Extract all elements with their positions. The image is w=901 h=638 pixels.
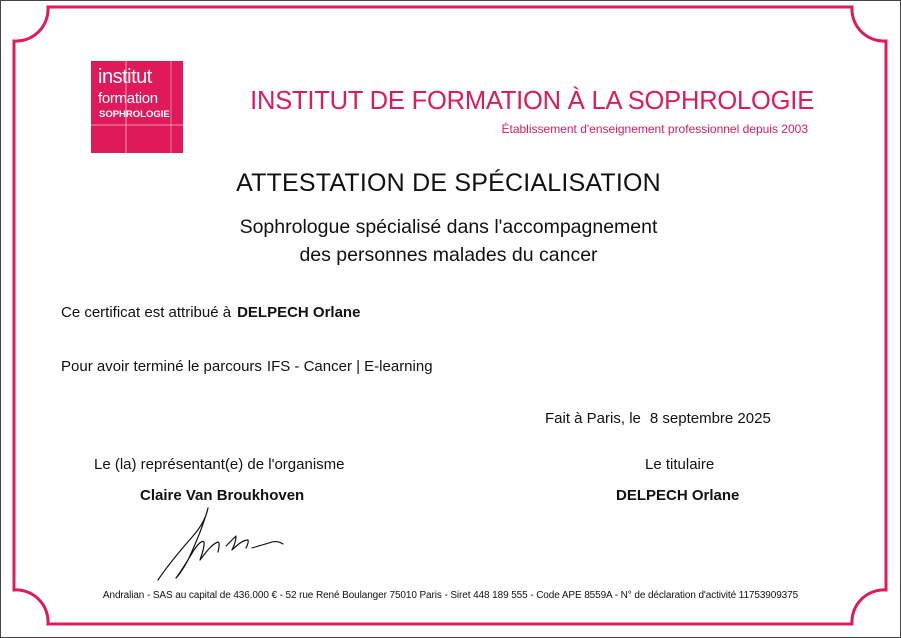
course-value: IFS - Cancer | E-learning (266, 358, 433, 375)
handwritten-signature (148, 498, 288, 588)
certificate-subtitle-line2: des personnes malades du cancer (299, 244, 598, 266)
certificate-title: ATTESTATION DE SPÉCIALISATION (236, 169, 661, 197)
logo-text-formation: formation (98, 90, 158, 107)
course-label: Pour avoir terminé le parcours (61, 358, 262, 375)
awarded-label: Ce certificat est attribué à (61, 304, 232, 321)
place-label: Fait à Paris, le (545, 410, 641, 427)
holder-role: Le titulaire (645, 456, 715, 473)
issue-date: 8 septembre 2025 (649, 410, 771, 427)
holder-name: DELPECH Orlane (616, 487, 740, 504)
legal-footer: Andralian - SAS au capital de 436.000 € - 52 rue René Boulanger 75010 Paris - Siret 448 189 555 - Code APE 8559A - N° de déclaration d'activité 11753909375 (102, 590, 799, 601)
logo-text-institut: institut (98, 66, 152, 88)
institute-name: INSTITUT DE FORMATION À LA SOPHROLOGIE (250, 87, 814, 115)
certificate-subtitle-line1: Sophrologue spécialisé dans l'accompagnement (239, 216, 658, 238)
awarded-name: DELPECH Orlane (237, 304, 361, 321)
representative-role: Le (la) représentant(e) de l'organisme (94, 456, 345, 473)
logo-text-sophrologie: SOPHROLOGIE (99, 109, 170, 120)
place-date-line (545, 410, 771, 427)
course-line (61, 358, 433, 375)
representative-name: Claire Van Broukhoven (140, 487, 305, 504)
institute-tagline: Établissement d'enseignement professionnel depuis 2003 (501, 122, 808, 136)
awarded-line (61, 304, 360, 321)
